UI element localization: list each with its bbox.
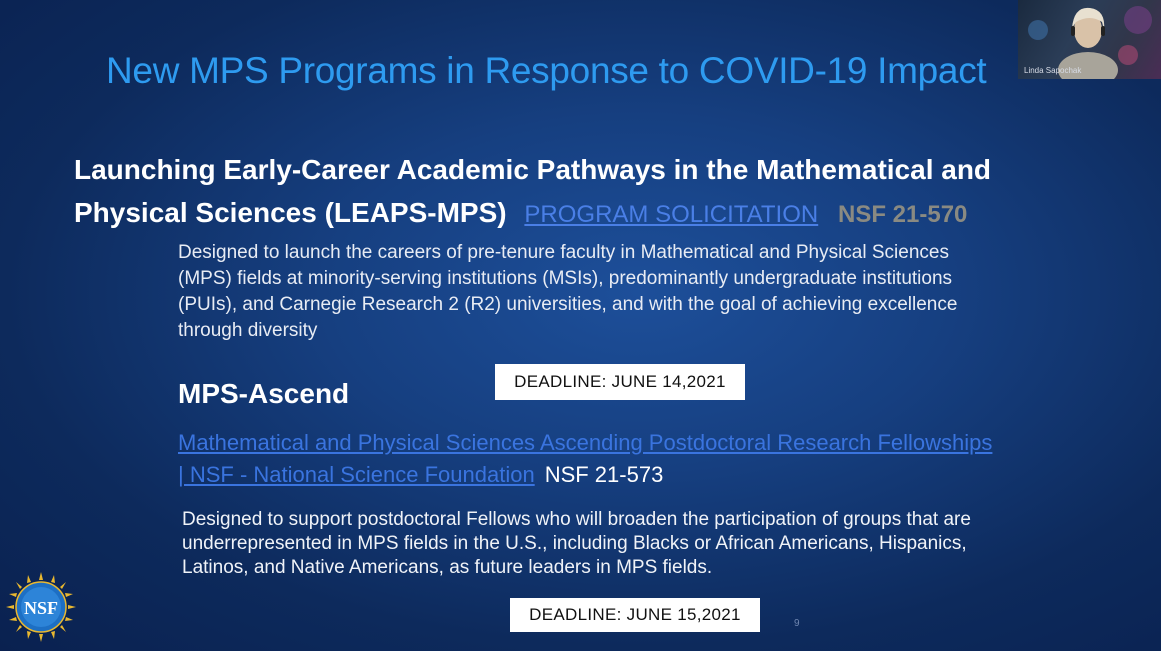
video-thumbnail[interactable] [1018,0,1161,79]
nsf-logo [6,572,76,642]
ascend-deadline-badge: DEADLINE: JUNE 15,2021 [510,598,760,632]
leaps-nsf-number: NSF 21-570 [837,201,968,228]
leaps-heading-line2-wrap [74,191,1074,236]
nsf-logo-icon [6,572,76,642]
leaps-heading-line2: Physical Sciences (LEAPS-MPS) [74,197,507,228]
ascend-heading: MPS-Ascend [178,378,350,409]
ascend-fellowship-link[interactable]: Mathematical and Physical Sciences Ascending Postdoctoral Research Fellowships | NSF - National Science Foundation [178,430,993,487]
participant-name: Linda Sapochak [1024,66,1082,75]
ascend-link-block [178,427,998,491]
slide-title: New MPS Programs in Response to COVID-19 Impact [106,50,987,91]
page-number: 9 [794,618,800,629]
ascend-nsf-number: NSF 21-573 [544,462,664,487]
leaps-description: Designed to launch the careers of pre-tenure faculty in Mathematical and Physical Sciences (MPS) fields at minority-serving institutions (MSIs), predominantly undergraduate institutions (PUIs), and Carnegie Research 2 (R2) universities, and with the goal of achieving excellence through diversity [178,242,958,341]
leaps-deadline-badge: DEADLINE: JUNE 14,2021 [495,364,745,400]
leaps-heading [74,148,1074,236]
leaps-heading-line1: Launching Early-Career Academic Pathways in the Mathematical and [74,154,992,185]
program-solicitation-link[interactable]: PROGRAM SOLICITATION [524,201,819,228]
ascend-description: Designed to support postdoctoral Fellows who will broaden the participation of groups that are underrepresented in MPS fields in the U.S., including Blacks or African Americans, Hispanics, Latinos, and Native Americans, as future leaders in MPS fields. [182,509,971,578]
nsf-logo-text: NSF [23,598,59,618]
